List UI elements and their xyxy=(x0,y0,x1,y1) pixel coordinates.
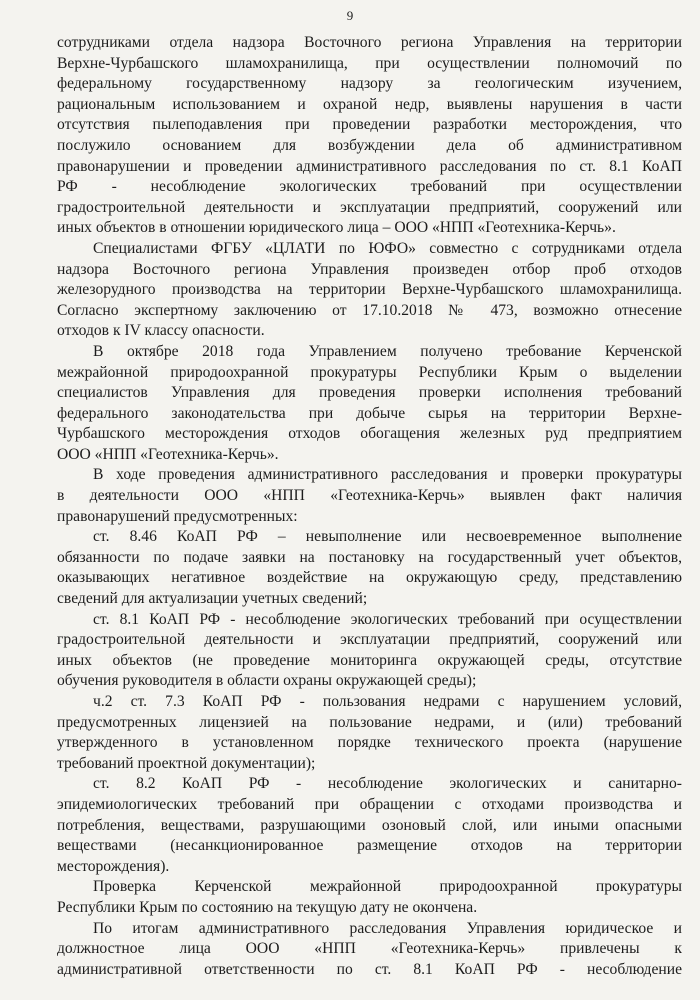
text-line: В октябре 2018 года Управлением получено требование Керченской xyxy=(93,342,682,360)
paragraph xyxy=(57,527,682,609)
text-line: ст. 8.1 КоАП РФ - несоблюдение экологических требований при осуществлении xyxy=(93,610,682,628)
text-line: административной ответственности по ст. 8.1 КоАП РФ - несоблюдение xyxy=(57,960,682,978)
text-line: месторождения). xyxy=(57,857,170,875)
text-line: сведений для актуализации учетных сведений; xyxy=(57,590,368,608)
text-line: должностное лица ООО «НПП «Геотехника-Керчь» привлечены к xyxy=(57,940,682,958)
text-line: правонарушений предусмотренных: xyxy=(57,507,298,525)
paragraph xyxy=(57,610,682,692)
text-line: РФ - несоблюдение экологических требований при осуществлении xyxy=(57,178,682,196)
paragraph xyxy=(57,33,682,239)
paragraph xyxy=(57,465,682,527)
text-line: отсутствия пылеподавления при проведении разработки месторождения, что xyxy=(57,116,682,134)
text-line: обучения руководителя в области охраны окружающей среды); xyxy=(57,672,477,690)
text-line: требований проектной документации); xyxy=(57,754,316,772)
text-line: межрайонной природоохранной прокуратуры Республики Крым о выделении xyxy=(57,363,682,381)
text-line: предусмотренных лицензией на пользование недрами, и (или) требований xyxy=(57,713,682,731)
text-line: иных объектов (не проведение мониторинга окружающей среды, отсутствие xyxy=(57,651,682,669)
text-line: Специалистами ФГБУ «ЦЛАТИ по ЮФО» совместно с сотрудниками отдела xyxy=(93,239,682,257)
text-line: потребления, веществами, разрушающими озоновый слой, или иными опасными xyxy=(57,816,682,834)
document-body xyxy=(57,33,682,980)
text-line: федеральному государственному надзору за геологическим изучением, xyxy=(57,75,682,93)
text-line: сотрудниками отдела надзора Восточного региона Управления на территории xyxy=(57,34,682,51)
text-line: обязанности по подаче заявки на постановку на государственный учет объектов, xyxy=(57,548,682,566)
text-line: надзора Восточного региона Управления произведен отбор проб отходов xyxy=(57,260,682,278)
text-line: градостроительной деятельности и эксплуатации предприятий, сооружений или xyxy=(57,198,682,216)
text-line: ООО «НПП «Геотехника-Керчь». xyxy=(57,445,279,463)
text-line: отходов к IV классу опасности. xyxy=(57,322,265,340)
text-line: ст. 8.46 КоАП РФ – невыполнение или несвоевременное выполнение xyxy=(93,528,682,546)
paragraph xyxy=(57,774,682,877)
text-line: оказывающих негативное воздействие на окружающую среду, представлению xyxy=(57,569,682,587)
text-line: Верхне-Чурбашского шламохранилища, при осуществлении полномочий по xyxy=(57,54,682,72)
text-line: правонарушении и проведении административного расследования по ст. 8.1 КоАП xyxy=(57,157,682,175)
text-line: железорудного производства на территории Верхне-Чурбашского шламохранилища. xyxy=(57,281,682,299)
text-line: в деятельности ООО «НПП «Геотехника-Керчь» выявлен факт наличия xyxy=(57,487,682,505)
text-line: утвержденного в установленном порядке технического проекта (нарушение xyxy=(57,734,682,752)
paragraph xyxy=(57,342,682,466)
text-line: Проверка Керченской межрайонной природоохранной прокуратуры xyxy=(93,878,682,896)
text-line: ч.2 ст. 7.3 КоАП РФ - пользования недрами с нарушением условий, xyxy=(93,693,682,710)
paragraph xyxy=(57,919,682,981)
text-line: В ходе проведения административного расследования и проверки прокуратуры xyxy=(93,466,682,484)
text-line: Чурбашского месторождения отходов обогащения железных руд предприятием xyxy=(57,425,682,443)
text-line: веществами (несанкционированное размещение отходов на территории xyxy=(57,837,682,855)
text-line: ст. 8.2 КоАП РФ - несоблюдение экологических и санитарно- xyxy=(93,775,682,793)
text-line: иных объектов в отношении юридического лица – ООО «НПП «Геотехника-Керчь». xyxy=(57,219,616,237)
text-line: послужило основанием для возбуждении дела об административном xyxy=(57,136,682,154)
paragraph xyxy=(57,877,682,918)
page-number: 9 xyxy=(346,8,354,23)
text-line: градостроительной деятельности и эксплуатации предприятий, сооружений или xyxy=(57,631,682,649)
text-line: По итогам административного расследования Управления юридическое и xyxy=(93,919,682,937)
text-line: Республики Крым по состоянию на текущую дату не окончена. xyxy=(57,898,478,916)
paragraph xyxy=(57,239,682,342)
text-line: рациональным использованием и охраной недр, выявлены нарушения в части xyxy=(57,95,682,113)
text-line: эпидемиологических требований при обращении с отходами производства и xyxy=(57,795,682,813)
text-line: федерального законодательства при добыче сырья на территории Верхне- xyxy=(57,404,682,422)
paragraph xyxy=(57,692,682,774)
text-line: Согласно экспертному заключению от 17.10.2018 № 473, возможно отнесение xyxy=(57,301,682,319)
text-line: специалистов Управления для проведения проверки исполнения требований xyxy=(57,384,682,402)
